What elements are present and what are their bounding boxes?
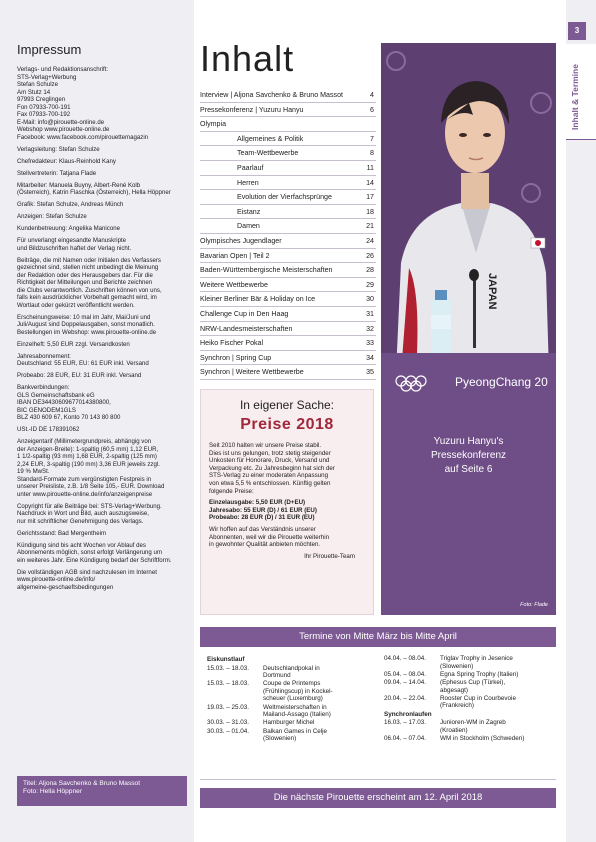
event-name-line: Egna Spring Trophy (Italien) [440, 670, 519, 678]
event-name-line: Balkan Games in Celje [263, 727, 328, 735]
toc-entry[interactable] [200, 351, 376, 366]
toc-entry[interactable] [200, 322, 376, 337]
event-name-line: (Ephesus Cup (Türkei), [440, 679, 506, 687]
event-name-line: (Slowenien) [440, 662, 474, 670]
caption-line: Pressekonferenz [430, 450, 507, 461]
text-line: in gewohnter Qualität anbieten möchten. [209, 541, 321, 549]
impressum-line: Facebook: www.facebook.com/pirouettemagazin [17, 133, 149, 141]
toc-entry-page: 7 [370, 134, 374, 143]
toc-entry[interactable] [200, 176, 376, 191]
toc-entry-label: Allgemeines & Politik [237, 134, 304, 143]
impressum-title: Impressum [17, 42, 82, 57]
event-name-line: Triglav Trophy in Jesenice [440, 655, 513, 662]
impressum-line: (Österreich), Katrin Flaschka (Österreich), Hella Höppner [17, 189, 171, 196]
toc-entry-page: 6 [370, 105, 374, 114]
toc-entry[interactable] [200, 219, 376, 234]
impressum-line: Anzeigentarif (Millimetergrundpreis, abhängig von [17, 438, 152, 445]
announcement-title: In eigener Sache: [239, 398, 335, 412]
event-name [440, 735, 556, 743]
toc-entry-label: Damen [237, 222, 260, 231]
text-line: von etwa 5,5 % entschlossen. Künftig gelten [209, 479, 331, 487]
text-line: Seit 2010 halten wir unsere Preise stabil. [209, 442, 322, 449]
toc-entry-label: NRW-Landesmeisterschaften [200, 324, 293, 333]
event-name-line: Rooster Cup in Courbevoie [440, 694, 516, 702]
impressum-paragraph [17, 66, 187, 141]
toc-entry[interactable] [200, 88, 376, 103]
photo-caption [381, 435, 556, 477]
impressum-line: Fax 07933-700-192 [17, 111, 71, 118]
event-name [440, 655, 556, 670]
impressum-line: Bestellungen im Webshop: www.pirouette-online.de [17, 328, 157, 336]
impressum-paragraph [17, 530, 187, 538]
impressum-line: Am Stutz 14 [17, 88, 51, 96]
event-date: 19.03. – 25.03. [207, 703, 250, 711]
toc-entry-label: Paarlauf [237, 163, 264, 172]
toc-entry-label: Baden-Württembergische Meisterschaften [200, 266, 333, 275]
impressum-paragraph [17, 341, 187, 349]
toc-entry-label: Evolution der Vierfachsprünge [237, 193, 332, 202]
impressum-line: Standard-Formate zum vergünstigten Festpreis in [17, 475, 152, 483]
toc-entry[interactable] [200, 132, 376, 147]
impressum-line: 2,24 EUR, 3-spaltig (190 mm) 3,36 EUR jeweils zzgl. [17, 460, 160, 468]
event-name-line: WM in Stockholm (Schweden) [440, 734, 525, 742]
event-date: 20.04. – 22.04. [384, 694, 427, 702]
page-title: Inhalt [200, 38, 295, 79]
impressum-line: Erscheinungsweise: 10 mal im Jahr, Mai/Juni und [17, 313, 151, 321]
impressum-paragraph [17, 213, 187, 221]
impressum-paragraph [17, 146, 187, 154]
toc-entry-label: Pressekonferenz | Yuzuru Hanyu [200, 105, 304, 114]
toc-entry-page: 4 [370, 91, 374, 99]
event-row [207, 719, 379, 727]
impressum-line: Wortlaut oder gekürzt veröffentlicht werden. [17, 301, 135, 309]
toc-entry-page: 14 [366, 178, 374, 187]
jacket-text: JAPAN [486, 273, 498, 310]
event-date: 30.03. – 31.03. [207, 719, 250, 727]
impressum-paragraph [17, 438, 187, 498]
text-line: Dies ist uns gelungen, trotz stetig steigender [209, 449, 331, 457]
impressum-line: Anzeigen: Stefan Schulze [17, 213, 87, 220]
impressum-line: STS-Verlag+Werbung [17, 73, 77, 81]
announcement-paragraph [209, 526, 369, 549]
next-issue-banner: Die nächste Pirouette erscheint am 12. April 2018 [200, 788, 556, 808]
toc-entry-page: 28 [366, 266, 374, 275]
toc-entry[interactable] [200, 234, 376, 249]
toc-entry-page: 31 [366, 309, 374, 318]
event-name-line: Dortmund [263, 672, 291, 679]
toc-entry-label: Heiko Fischer Pokal [200, 339, 264, 348]
toc-entry-label: Kleiner Berliner Bär & Holiday on Ice [200, 295, 316, 304]
event-name-line: Weltmeisterschaften in [263, 703, 327, 711]
toc-entry[interactable] [200, 161, 376, 176]
events-column-left [207, 656, 379, 743]
impressum-line: Kündigung sind bis acht Wochen vor Ablauf des [17, 541, 146, 549]
toc-entry-page: 26 [366, 251, 374, 260]
event-name [263, 665, 379, 680]
toc-entry-page: 33 [366, 339, 374, 348]
toc-entry[interactable] [200, 263, 376, 278]
event-name-line: Coupe de Printemps [263, 680, 321, 688]
impressum-line: unter www.pirouette-online.de/info/anzeigenpreise [17, 490, 153, 498]
impressum-line: allgemeine-geschaeftsbedingungen [17, 583, 114, 591]
toc-entry[interactable] [200, 292, 376, 307]
event-name [440, 719, 556, 734]
event-name-line: (Slowenien) [263, 735, 297, 743]
impressum-line: Beiträge, die mit Namen oder Initialen des Verfassers [17, 256, 161, 264]
toc-entry-page: 29 [366, 280, 374, 289]
impressum-line: Fon 07933-700-191 [17, 103, 71, 111]
toc-entry-page: 30 [366, 295, 374, 304]
event-name [263, 719, 379, 727]
event-row [207, 704, 379, 719]
event-name [263, 704, 379, 719]
toc-entry-label: Interview | Aljona Savchenko & Bruno Massot [200, 91, 344, 99]
skater-photo-illustration [381, 43, 556, 615]
impressum-line: Gerichtsstand: Bad Mergentheim [17, 529, 107, 537]
toc-entry-page: 11 [366, 163, 374, 172]
impressum-line: gezeichnet sind, stellen nicht unbedingt die Meinung [17, 264, 159, 271]
toc-entry-page: 34 [366, 353, 374, 362]
impressum-line: Jahresabonnement: [17, 352, 71, 360]
impressum-line: Nachdruck in Wort und Bild, auch auszugsweise, [17, 510, 149, 517]
events-section-title: Synchronlaufen [384, 710, 432, 718]
impressum-line: Webshop www.pirouette-online.de [17, 126, 110, 133]
table-of-contents [200, 88, 376, 380]
text-line: Verpackung etc. Zu Jahresbeginn hat sich der [209, 464, 335, 472]
price-list [209, 499, 369, 522]
event-date: 15.03. – 18.03. [207, 680, 250, 688]
caption-line: Yuzuru Hanyu's [433, 436, 504, 447]
impressum-line: GLS Gemeinschaftsbank eG [17, 391, 95, 399]
impressum-line: Stellvertreterin: Tatjana Flade [17, 169, 97, 177]
toc-entry-page: 32 [366, 324, 374, 333]
text-line: Unkosten für Honorare, Druck, Versand und [209, 457, 330, 465]
toc-entry-label: Team-Wettbewerbe [237, 149, 299, 158]
impressum-line: Richtigkeit der Mitteilungen und Berichte zeichnen [17, 279, 153, 286]
impressum-paragraph [17, 569, 187, 592]
toc-entry-label: Bavarian Open | Teil 2 [200, 251, 270, 260]
announcement-text [209, 442, 369, 564]
cover-credit-photo: Foto: Hella Höppner [23, 788, 83, 795]
toc-entry[interactable] [200, 336, 376, 351]
event-date: 16.03. – 17.03. [384, 719, 427, 727]
event-row [384, 695, 556, 710]
announcement-box [200, 389, 374, 615]
toc-entry-label: Herren [237, 178, 259, 187]
impressum-line: IBAN DE34430609677014380800, [17, 399, 111, 406]
event-row [207, 728, 379, 743]
event-date: 06.04. – 07.04. [384, 734, 427, 742]
event-name [263, 728, 379, 743]
event-date: 04.04. – 08.04. [384, 655, 427, 662]
impressum-line: die Clubs verantwortlich. Zuschriften können von uns, [17, 286, 162, 294]
impressum-line: USt.-ID DE 178391062 [17, 426, 80, 433]
announcement-headline: Preise 2018 [240, 416, 334, 433]
impressum-line: und Bildzuschriften haftet der Verlag nicht. [17, 244, 132, 252]
impressum-line: Kundenbetreuung: Angelika Manicone [17, 225, 120, 232]
impressum-line: BIC GENODEM1GLS [17, 406, 76, 414]
toc-entry-label: Synchron | Spring Cup [200, 353, 272, 362]
events-group [207, 665, 379, 743]
impressum-line: Deutschland: 55 EUR, EU: 61 EUR inkl. Versand [17, 360, 149, 367]
event-name-line: (Kroatien) [440, 726, 468, 734]
impressum-line: falls kein ausdrücklicher Vorbehalt gemacht wird, im [17, 294, 157, 301]
impressum-line: Bankverbindungen: [17, 384, 70, 391]
impressum-paragraph [17, 158, 187, 166]
impressum-line: 97993 Creglingen [17, 96, 66, 103]
impressum-line: Einzelheft: 5,50 EUR zzgl. Versandkosten [17, 340, 130, 348]
event-name-line: Hamburger Michel [263, 719, 315, 727]
toc-entry-label: Eistanz [237, 207, 261, 216]
cover-credit-title: Titel: Aljona Savchenko & Bruno Massot [23, 780, 141, 787]
impressum-line: Grafik: Stefan Schulze, Andreas Münch [17, 201, 124, 208]
impressum-line: BLZ 430 609 67, Konto 70 143 80 800 [17, 414, 121, 421]
event-row [384, 655, 556, 670]
impressum-line: Juli/August sind Doppelausgaben, sonst monatlich. [17, 321, 155, 328]
section-tab-label: Inhalt & Termine [570, 64, 580, 130]
toc-entry-page: 21 [366, 222, 374, 231]
impressum-line: 19 % MwSt. [17, 468, 50, 475]
event-row [384, 679, 556, 694]
impressum-paragraph [17, 384, 187, 422]
text-line: folgende Preise: [209, 487, 254, 495]
impressum-line: E-Mail: info@pirouette-online.de [17, 118, 105, 126]
event-name [440, 671, 556, 679]
text-line: Abonnenten, weil wir die Pirouette weiterhin [209, 533, 330, 541]
impressum-line: Für unverlangt eingesandte Manuskripte [17, 237, 127, 244]
toc-entry-page: 17 [366, 193, 374, 202]
toc-entry[interactable] [200, 365, 376, 380]
events-list [200, 650, 556, 780]
toc-entry[interactable] [200, 103, 376, 118]
impressum-line: Probeabo: 28 EUR, EU: 31 EUR inkl. Versand [17, 372, 142, 379]
photo-credit: Foto: Flade [520, 602, 548, 608]
impressum-line: Abonnements möglich, sonst erfolgt Verlängerung um [17, 549, 162, 556]
event-name-line: scheuer (Luxemburg) [263, 695, 323, 703]
toc-entry-page: 18 [366, 207, 374, 216]
event-name-line: (Frankreich) [440, 702, 474, 710]
impressum-line: Copyright für alle Beiträge bei: STS-Verlag+Werbung. [17, 502, 162, 510]
impressum-paragraph [17, 353, 187, 368]
events-column-right [384, 655, 556, 743]
toc-entry-label: Weitere Wettbewerbe [200, 280, 268, 289]
impressum-line: Stefan Schulze [17, 81, 58, 88]
event-name-line: (Frühlingscup) in Kockel- [263, 687, 333, 695]
text-line: Einzelausgabe: 5,50 EUR (D+EU) [209, 499, 306, 507]
impressum-paragraph [17, 257, 187, 310]
event-name [263, 680, 379, 703]
events-group [384, 719, 556, 742]
toc-entry-label: Olympia [200, 120, 227, 129]
event-date: 05.04. – 08.04. [384, 670, 427, 678]
event-date: 09.04. – 14.04. [384, 679, 427, 687]
impressum-paragraph [17, 170, 187, 178]
impressum-paragraph [17, 201, 187, 209]
events-section-title: Eiskunstlauf [207, 656, 245, 663]
impressum-line: nur mit schriftlicher Genehmigung des Verlags. [17, 517, 144, 525]
cover-photo [381, 43, 556, 615]
impressum-body [17, 66, 187, 596]
impressum-line: Die vollständigen AGB sind nachzulesen im Internet [17, 568, 157, 576]
toc-entry-page: 8 [370, 149, 374, 158]
toc-entry[interactable] [200, 146, 376, 161]
events-group [384, 655, 556, 710]
impressum-line: unserer Preisliste, z.B. 1/8 Seite 105,- EUR. Download [17, 483, 165, 490]
events-header: Termine von Mitte März bis Mitte April [200, 627, 556, 647]
impressum-paragraph [17, 372, 187, 380]
toc-entry[interactable] [200, 249, 376, 264]
impressum-paragraph [17, 225, 187, 233]
event-row [207, 665, 379, 680]
impressum-paragraph [17, 237, 187, 252]
cover-credit-box [17, 776, 187, 806]
event-name-line: Junioren-WM in Zagreb [440, 719, 506, 727]
event-name [440, 695, 556, 710]
toc-entry-label: Olympisches Jugendlager [200, 236, 282, 245]
event-row [384, 735, 556, 743]
impressum-line: Mitarbeiter: Manuela Buyny, Albert-René Kolb [17, 181, 141, 189]
text-line: Probeabo: 28 EUR (D) / 31 EUR (EU) [209, 514, 315, 522]
impressum-line: 1 1/2-spaltig (93 mm) 1,68 EUR, 2-spaltig (125 mm) [17, 453, 157, 460]
venue-text: PyeongChang 20 [455, 375, 548, 389]
impressum-paragraph [17, 182, 187, 197]
toc-entry-label: Challenge Cup in Den Haag [200, 309, 289, 318]
announcement-paragraph [209, 442, 369, 495]
event-date: 15.03. – 18.03. [207, 664, 250, 672]
page-number: 3 [568, 22, 586, 40]
toc-entry[interactable] [200, 190, 376, 205]
text-line: STS-Verlag zu einer moderaten Anpassung [209, 472, 329, 480]
event-date: 30.03. – 01.04. [207, 727, 250, 735]
impressum-line: Verlagsleitung: Stefan Schulze [17, 145, 100, 153]
toc-entry[interactable] [200, 205, 376, 220]
text-line: Jahresabo: 55 EUR (D) / 61 EUR (EU) [209, 506, 317, 514]
announcement-signature: Ihr Pirouette-Team [304, 552, 355, 560]
impressum-paragraph [17, 314, 187, 337]
impressum-line: Verlags- und Redaktionsanschrift: [17, 66, 109, 73]
event-name-line: Deutschlandpokal in [263, 664, 320, 672]
toc-entry-page: 35 [366, 368, 374, 377]
caption-line: auf Seite 6 [444, 464, 493, 475]
toc-entry[interactable] [200, 307, 376, 322]
impressum-paragraph [17, 503, 187, 526]
event-row [384, 719, 556, 734]
toc-entry[interactable] [200, 117, 376, 132]
toc-entry-label: Synchron | Weitere Wettbewerbe [200, 368, 304, 377]
impressum-line: ein weiteres Jahr. Eine Kündigung bedarf der Schriftform. [17, 556, 172, 564]
impressum-paragraph [17, 542, 187, 565]
impressum-line: Chefredakteur: Klaus-Reinhold Kany [17, 157, 116, 165]
event-row [207, 680, 379, 703]
text-line: Wir hoffen auf das Verständnis unserer [209, 525, 316, 533]
event-row [384, 671, 556, 679]
event-name [440, 679, 556, 694]
impressum-paragraph [17, 426, 187, 434]
toc-entry[interactable] [200, 278, 376, 293]
impressum-line: der Anzeigen-Breite): 1-spaltig (60,5 mm) 1,12 EUR, [17, 445, 159, 453]
toc-entry-page: 24 [366, 236, 374, 245]
impressum-line: www.pirouette-online.de/info/ [17, 576, 96, 583]
event-name-line: Mailand-Assago (Italien) [263, 711, 331, 719]
event-name-line: abgesagt) [440, 686, 469, 694]
impressum-line: der Redaktion oder des Herausgebers dar. Für die [17, 271, 153, 279]
